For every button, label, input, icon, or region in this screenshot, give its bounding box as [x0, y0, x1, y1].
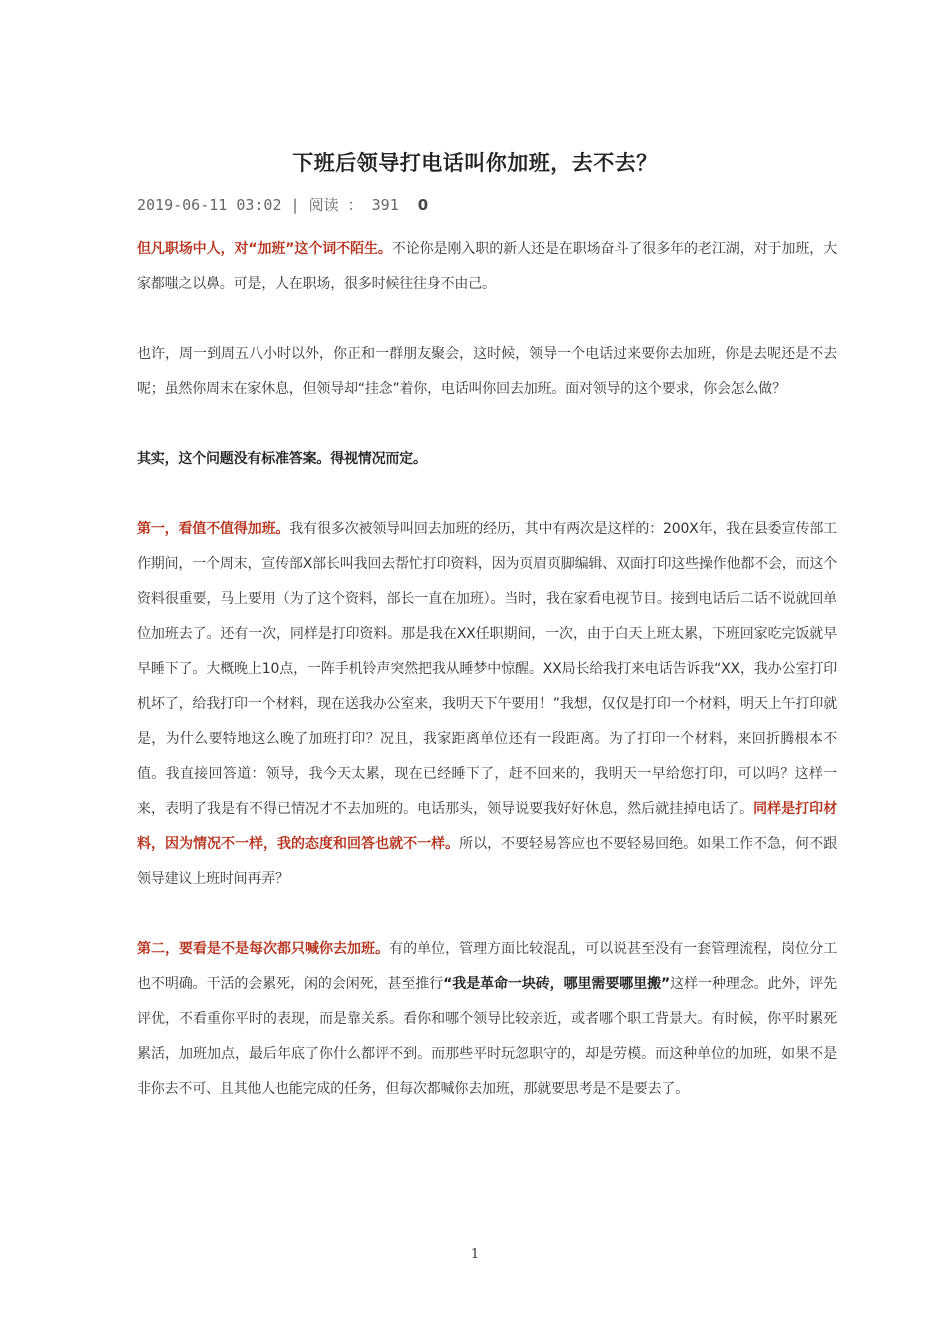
first-point-text: 我有很多次被领导叫回去加班的经历，其中有两次是这样的：200X年，我在县委宣传部工作期间，一个周末，宣传部X部长叫我回去帮忙打印资料，因为页眉页脚编辑、双面打印这些操作他都不会，而这个资料很重要，马上要用（为了这个资料，部长一直在加班）。当时，我在家看电视节目。接到电话后二话不说就回单位加班去了。还有一次，同样是打印资料。那是我在XX任职期间，一次，由于白天上班太累，下班回家吃完饭就早早睡下了。大概晚上10点，一阵手机铃声突然把我从睡梦中惊醒。XX局长给我打来电话告诉我“XX，我办公室打印机坏了，给我打印一个材料，现在送我办公室来，我明天下午要用！”我想，仅仅是打印一个材料，明天上午打印就是，为什么要特地这么晚了加班打印？况且，我家距离单位还有一段距离。为了打印一个材料，来回折腾根本不值。我直接回答道：领导，我今天太累，现在已经睡下了，赶不回来的，我明天一早给您打印，可以吗？这样一来，表明了我是有不得已情况才不去加班的。电话那头，领导说要我好好休息，然后就挂掉电话了。 [137, 521, 837, 817]
paragraph-answer [137, 442, 837, 477]
first-point-lead: 第一，看值不值得加班。 [137, 521, 290, 537]
second-point-lead: 第二，要看是不是每次都只喊你去加班。 [137, 941, 390, 957]
publish-datetime: 2019-06-11 03:02 [137, 196, 282, 214]
reads-label: 阅读 ： [308, 196, 363, 214]
scenario-text: 也许，周一到周五八小时以外，你正和一群朋友聚会，这时候，领导一个电话过来要你去加班，你是去呢还是不去呢；虽然你周末在家休息，但领导却“挂念”着你，电话叫你回去加班。面对领导的这个要求，你会怎么做？ [137, 346, 837, 397]
intro-lead: 但凡职场中人，对“加班”这个词不陌生。 [137, 241, 392, 257]
article-body [137, 232, 837, 1107]
reads-count: 391 [371, 196, 399, 214]
paragraph-second-point [137, 932, 837, 1107]
second-point-conclusion: 这样一种理念。此外，评先评优，不看重你平时的表现，而是靠关系。看你和哪个领导比较亲近，或者哪个职工背景大。有时候，你平时累死累活，加班加点，最后年底了你什么都评不到。而那些平时玩忽职守的，却是劳模。而这种单位的加班，如果不是非你去不可、且其他人也能完成的任务，但每次都喊你去加班，那就要思考是不是要去了。 [137, 976, 837, 1097]
first-point-conclusion: 所以，不要轻易答应也不要轻易回绝。如果工作不急，何不跟领导建议上班时间再弄？ [137, 836, 837, 887]
second-point-quote: “我是革命一块砖，哪里需要哪里搬” [443, 976, 670, 992]
paragraph-scenario [137, 337, 837, 407]
first-point-highlight: 同样是打印材料，因为情况不一样，我的态度和回答也就不一样。 [137, 801, 837, 852]
article-title: 下班后领导打电话叫你加班，去不去？ [292, 150, 658, 175]
page-number: 1 [470, 1247, 480, 1262]
comment-count: 0 [417, 196, 429, 214]
paragraph-first-point [137, 512, 837, 897]
article-meta [137, 194, 428, 215]
intro-text: 不论你是刚入职的新人还是在职场奋斗了很多年的老江湖，对于加班，大家都嗤之以鼻。可是，人在职场，很多时候往往身不由己。 [137, 241, 837, 292]
second-point-text: 有的单位，管理方面比较混乱，可以说甚至没有一套管理流程，岗位分工也不明确。干活的会累死，闲的会闲死，甚至推行 [137, 941, 837, 992]
meta-separator: | [290, 196, 300, 214]
paragraph-intro [137, 232, 837, 302]
answer-text: 其实，这个问题没有标准答案。得视情况而定。 [137, 451, 427, 467]
